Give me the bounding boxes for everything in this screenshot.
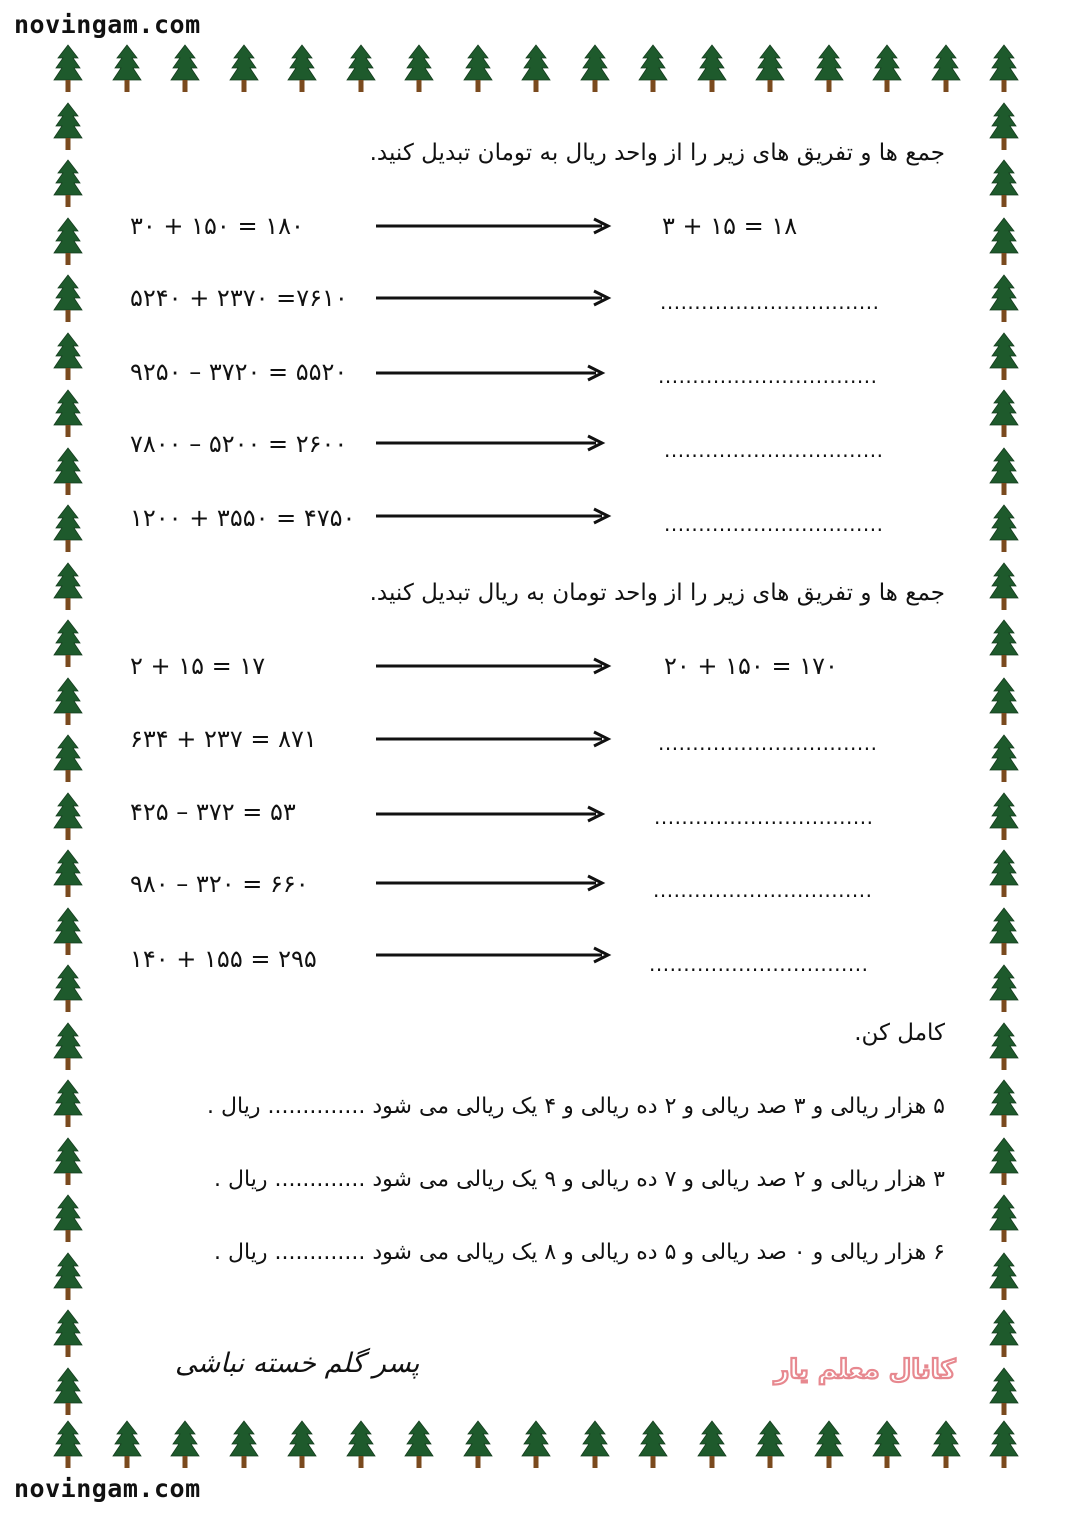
answer-blank: ................................	[660, 290, 880, 314]
pine-tree-icon	[989, 792, 1019, 842]
pine-tree-icon	[989, 562, 1019, 612]
right-arrow-icon	[376, 506, 612, 526]
pine-tree-icon	[580, 44, 610, 94]
answer-blank: ................................	[649, 952, 869, 976]
pine-tree-icon	[346, 1420, 376, 1470]
pine-tree-icon	[112, 44, 142, 94]
pine-tree-icon	[53, 1194, 83, 1244]
pine-tree-icon	[989, 1420, 1019, 1470]
pine-tree-icon	[53, 1137, 83, 1187]
pine-tree-icon	[989, 1367, 1019, 1417]
pine-tree-icon	[53, 792, 83, 842]
pine-tree-icon	[53, 504, 83, 554]
pine-tree-icon	[404, 1420, 434, 1470]
pine-tree-icon	[170, 1420, 200, 1470]
section1-sample-answer: ۳ + ۱۵ = ۱۸	[662, 212, 798, 240]
pine-tree-icon	[53, 1252, 83, 1302]
pine-tree-icon	[989, 447, 1019, 497]
pine-tree-icon	[229, 44, 259, 94]
pine-tree-icon	[989, 274, 1019, 324]
pine-tree-icon	[53, 964, 83, 1014]
pine-tree-icon	[170, 44, 200, 94]
section1-expression: ۱۲۰۰ + ۳۵۵۰ = ۴۷۵۰	[130, 504, 356, 532]
pine-tree-icon	[989, 1194, 1019, 1244]
pine-tree-icon	[989, 389, 1019, 439]
pine-tree-icon	[404, 44, 434, 94]
pine-tree-icon	[989, 1022, 1019, 1072]
right-arrow-icon	[376, 804, 606, 824]
pine-tree-icon	[989, 504, 1019, 554]
pine-tree-icon	[53, 1309, 83, 1359]
fill-in-sentence: ۵ هزار ریالی و ۳ صد ریالی و ۲ ده ریالی و ۴ یک ریالی می شود .............. ریال .	[207, 1094, 945, 1119]
section1-expression: ۵۲۴۰ + ۲۳۷۰ =۷۶۱۰	[130, 284, 348, 312]
stamp-text: کانال معلم یار	[774, 1355, 956, 1385]
answer-blank: ................................	[654, 805, 874, 829]
pine-tree-icon	[638, 44, 668, 94]
pine-tree-icon	[814, 1420, 844, 1470]
pine-tree-icon	[989, 677, 1019, 727]
pine-tree-icon	[697, 44, 727, 94]
watermark-bottom: novingam.com	[14, 1474, 201, 1503]
section2-expression: ۹۸۰ – ۳۲۰ = ۶۶۰	[130, 870, 309, 898]
pine-tree-icon	[989, 734, 1019, 784]
fill-in-sentence: ۶ هزار ریالی و ۰ صد ریالی و ۵ ده ریالی و ۸ یک ریالی می شود ............. ریال .	[214, 1240, 945, 1265]
pine-tree-icon	[989, 44, 1019, 94]
section3-heading: کامل کن.	[854, 1020, 945, 1046]
pine-tree-icon	[989, 332, 1019, 382]
pine-tree-icon	[580, 1420, 610, 1470]
right-arrow-icon	[376, 216, 612, 236]
pine-tree-icon	[755, 1420, 785, 1470]
pine-tree-icon	[53, 1079, 83, 1129]
pine-tree-icon	[53, 677, 83, 727]
right-arrow-icon	[376, 363, 606, 383]
pine-tree-icon	[989, 1079, 1019, 1129]
pine-tree-icon	[989, 1137, 1019, 1187]
pine-tree-icon	[53, 562, 83, 612]
pine-tree-icon	[931, 1420, 961, 1470]
section1-expression: ۹۲۵۰ – ۳۷۲۰ = ۵۵۲۰	[130, 358, 348, 386]
answer-blank: ................................	[653, 878, 873, 902]
pine-tree-icon	[53, 447, 83, 497]
pine-tree-icon	[463, 44, 493, 94]
pine-tree-icon	[53, 849, 83, 899]
pine-tree-icon	[53, 389, 83, 439]
pine-tree-icon	[989, 217, 1019, 267]
pine-tree-icon	[989, 102, 1019, 152]
pine-tree-icon	[53, 332, 83, 382]
pine-tree-icon	[931, 44, 961, 94]
right-arrow-icon	[376, 873, 606, 893]
answer-blank: ................................	[664, 512, 884, 536]
pine-tree-icon	[989, 964, 1019, 1014]
stamp-logo	[772, 1348, 958, 1390]
right-arrow-icon	[376, 433, 606, 453]
answer-blank: ................................	[658, 731, 878, 755]
pine-tree-icon	[53, 274, 83, 324]
section2-sample-answer: ۲۰ + ۱۵۰ = ۱۷۰	[664, 652, 838, 680]
section2-expression: ۴۲۵ – ۳۷۲ = ۵۳	[130, 798, 296, 826]
pine-tree-icon	[521, 1420, 551, 1470]
encouragement-signature: پسر گلم خسته نباشی	[175, 1348, 420, 1379]
watermark-top: novingam.com	[14, 10, 201, 39]
pine-tree-icon	[229, 1420, 259, 1470]
pine-tree-icon	[872, 1420, 902, 1470]
answer-blank: ................................	[664, 438, 884, 462]
pine-tree-icon	[53, 217, 83, 267]
pine-tree-icon	[53, 619, 83, 669]
pine-tree-icon	[346, 44, 376, 94]
pine-tree-icon	[53, 907, 83, 957]
pine-tree-icon	[53, 1022, 83, 1072]
section2-heading: جمع ها و تفریق های زیر را از واحد تومان به ریال تبدیل کنید.	[369, 580, 945, 606]
pine-tree-icon	[697, 1420, 727, 1470]
pine-tree-icon	[989, 907, 1019, 957]
section2-expression: ۱۴۰ + ۱۵۵ = ۲۹۵	[130, 945, 317, 973]
pine-tree-icon	[287, 44, 317, 94]
pine-tree-icon	[814, 44, 844, 94]
pine-tree-icon	[53, 44, 83, 94]
pine-tree-icon	[989, 159, 1019, 209]
section2-expression: ۶۳۴ + ۲۳۷ = ۸۷۱	[130, 725, 317, 753]
right-arrow-icon	[376, 656, 612, 676]
pine-tree-icon	[989, 1252, 1019, 1302]
answer-blank: ................................	[658, 364, 878, 388]
pine-tree-icon	[989, 619, 1019, 669]
section2-expression: ۲ + ۱۵ = ۱۷	[130, 652, 266, 680]
pine-tree-icon	[989, 849, 1019, 899]
pine-tree-icon	[463, 1420, 493, 1470]
pine-tree-icon	[53, 1420, 83, 1470]
right-arrow-icon	[376, 729, 612, 749]
right-arrow-icon	[376, 945, 612, 965]
pine-tree-icon	[53, 1367, 83, 1417]
section1-expression: ۷۸۰۰ – ۵۲۰۰ = ۲۶۰۰	[130, 430, 348, 458]
pine-tree-icon	[521, 44, 551, 94]
right-arrow-icon	[376, 288, 612, 308]
fill-in-sentence: ۳ هزار ریالی و ۲ صد ریالی و ۷ ده ریالی و ۹ یک ریالی می شود ............. ریال .	[214, 1167, 945, 1192]
pine-tree-icon	[989, 1309, 1019, 1359]
pine-tree-icon	[872, 44, 902, 94]
section1-expression: ۳۰ + ۱۵۰ = ۱۸۰	[130, 212, 304, 240]
pine-tree-icon	[53, 102, 83, 152]
pine-tree-icon	[112, 1420, 142, 1470]
pine-tree-icon	[53, 159, 83, 209]
pine-tree-icon	[53, 734, 83, 784]
pine-tree-icon	[287, 1420, 317, 1470]
section1-heading: جمع ها و تفریق های زیر را از واحد ریال به تومان تبدیل کنید.	[369, 140, 945, 166]
pine-tree-icon	[755, 44, 785, 94]
pine-tree-icon	[638, 1420, 668, 1470]
